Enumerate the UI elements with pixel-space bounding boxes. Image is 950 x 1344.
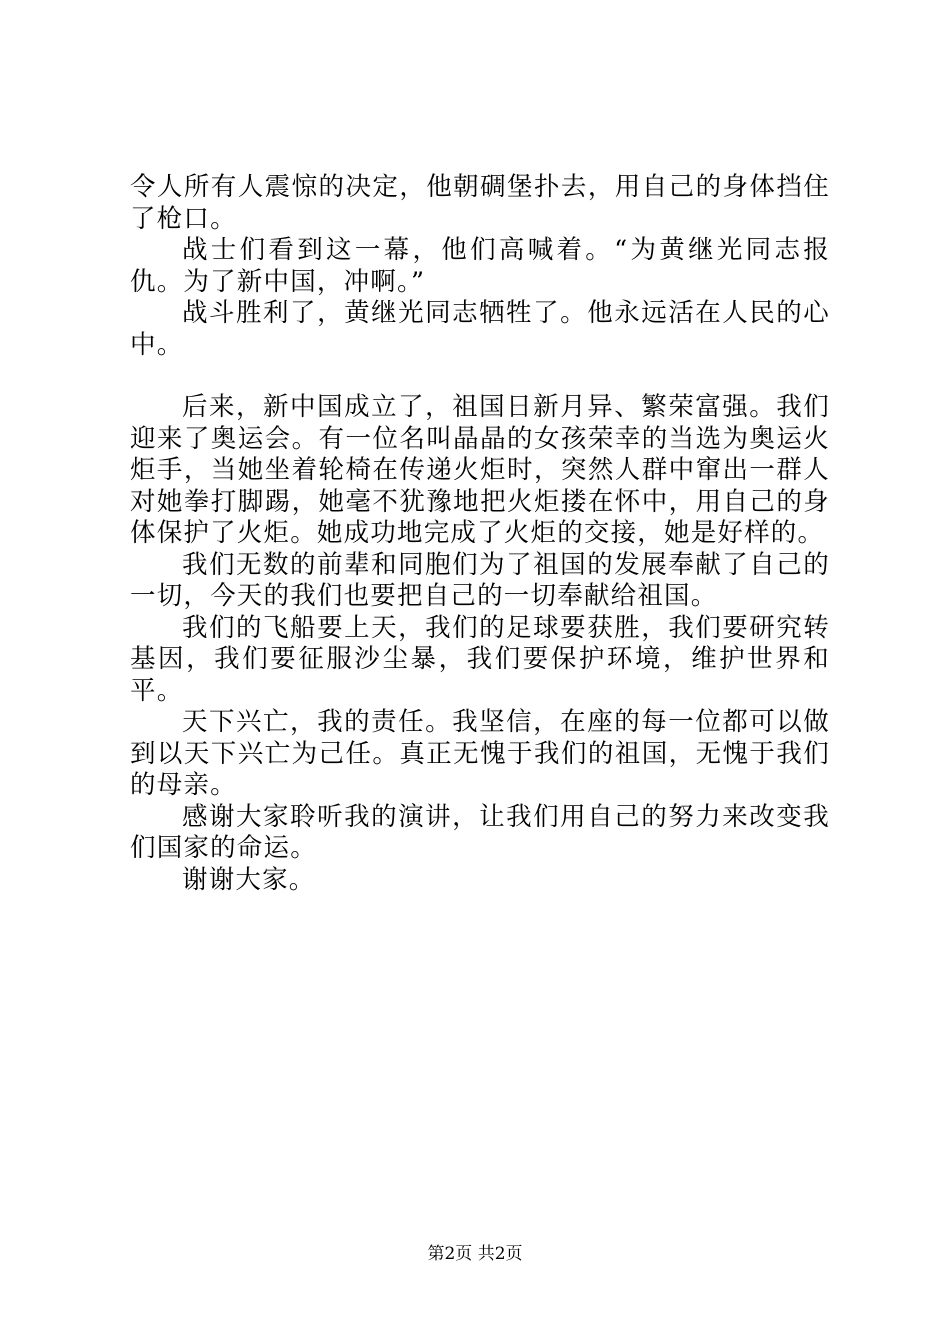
- page-footer: 第2页 共2页: [427, 1244, 523, 1264]
- paragraph-5: 我们无数的前辈和同胞们为了祖国的发展奉献了自己的一切，今天的我们也要把自己的一切奉献给祖国。: [130, 549, 830, 611]
- paragraph-gap: [130, 361, 830, 392]
- paragraph-9: 谢谢大家。: [182, 864, 316, 895]
- paragraph-1: 令人所有人震惊的决定，他朝碉堡扑去，用自己的身体挡住了枪口。: [130, 172, 830, 234]
- paragraph-3: 战斗胜利了，黄继光同志牺牲了。他永远活在人民的心中。: [130, 298, 830, 360]
- paragraph-7: 天下兴亡，我的责任。我坚信，在座的每一位都可以做到以天下兴亡为己任。真正无愧于我们的祖国，无愧于我们的母亲。: [130, 707, 830, 800]
- paragraph-4: 后来，新中国成立了，祖国日新月异、繁荣富强。我们迎来了奥运会。有一位名叫晶晶的女孩荣幸的当选为奥运火炬手，当她坐着轮椅在传递火炬时，突然人群中窜出一群人对她拳打脚踢，她毫不犹豫地把火炬搂在怀中，用自己的身体保护了火炬。她成功地完成了火炬的交接，她是好样的。: [130, 392, 830, 548]
- paragraph-8: 感谢大家聆听我的演讲，让我们用自己的努力来改变我们国家的命运。: [130, 801, 830, 863]
- paragraph-2: 战士们看到这一幕，他们高喊着。“为黄继光同志报仇。为了新中国，冲啊。”: [130, 235, 830, 297]
- document-body: [130, 172, 830, 896]
- paragraph-6: 我们的飞船要上天，我们的足球要获胜，我们要研究转基因，我们要征服沙尘暴，我们要保护环境，维护世界和平。: [130, 612, 830, 706]
